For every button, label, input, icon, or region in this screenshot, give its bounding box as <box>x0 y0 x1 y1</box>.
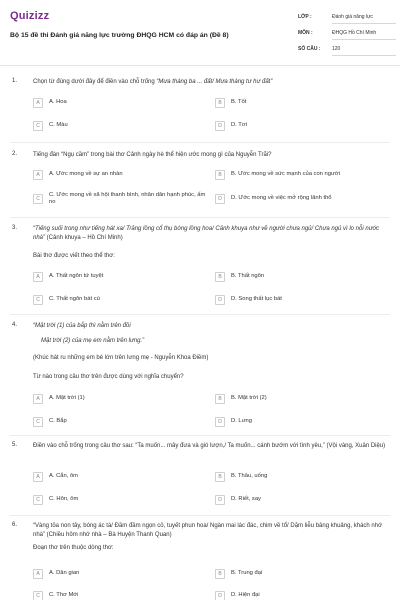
option-letter-box: A <box>33 98 43 108</box>
document-header <box>0 0 400 66</box>
option-letter-box: A <box>33 394 43 404</box>
option-text: C. Bắp <box>49 418 67 425</box>
option-text: A. Dân gian <box>49 570 80 577</box>
question-divider <box>10 314 390 315</box>
question-divider <box>10 217 390 218</box>
question-number: 5. <box>12 442 18 448</box>
option-letter-box: D <box>215 591 225 600</box>
question-prompt: Từ nào trong câu thơ trên được dùng với nghĩa chuyển? <box>33 374 184 380</box>
option-letter-box: C <box>33 591 43 600</box>
meta-key: SỐ CÂU : <box>298 46 321 52</box>
option-text: D. Song thất lục bát <box>231 296 282 303</box>
option-text: B. Tốt <box>231 99 247 106</box>
option-text: C. Ước mong về xã hội thanh bình, nhân dân hạnh phúc, ấm no <box>49 191 206 205</box>
question-number: 6. <box>12 522 18 528</box>
meta-value: ĐHQG Hồ Chí Minh <box>332 30 396 40</box>
option-b[interactable] <box>215 567 395 581</box>
option-letter-box: B <box>215 394 225 404</box>
option-letter-box: B <box>215 472 225 482</box>
option-a[interactable] <box>33 392 213 406</box>
meta-key: LỚP : <box>298 14 312 20</box>
option-a[interactable] <box>33 270 213 284</box>
question-prompt: Đoạn thơ trên thuộc dòng thơ: <box>33 545 114 551</box>
question-text-plain: Chọn từ đúng dưới đây để điền vào chỗ trống <box>33 79 157 85</box>
question-divider <box>10 515 390 516</box>
option-b[interactable] <box>215 96 395 110</box>
question-text: “Vàng tỏa non tây, bóng ác tà/ Đầm đầm ngọn cỏ, tuyết phun hoa/ Ngàn mai lác đác, chim về tổ/ Dặm liễu bâng khuâng, khách nhớ nhà” (Chiều hôm nhớ nhà – Bà Huyện Thanh Quan) <box>33 523 383 538</box>
option-text: A. Hoa <box>49 99 67 106</box>
question-text <box>33 78 388 87</box>
option-text: C. Thất ngôn bát cú <box>49 296 100 303</box>
option-text: B. Ước mong về sức mạnh của con người <box>231 171 340 178</box>
question-text-source: (Cảnh khuya – Hồ Chí Minh) <box>45 235 123 241</box>
option-letter-box: A <box>33 272 43 282</box>
option-letter-box: B <box>215 272 225 282</box>
option-text: A. Thất ngôn tứ tuyệt <box>49 273 104 280</box>
option-text: C. Màu <box>49 122 68 129</box>
option-letter-box: C <box>33 495 43 505</box>
option-letter-box: C <box>33 194 43 204</box>
option-letter-box: A <box>33 472 43 482</box>
option-text: D. Riết, say <box>231 496 261 503</box>
option-c[interactable] <box>33 415 213 429</box>
option-text: A. Cắn, ôm <box>49 473 78 480</box>
option-letter-box: C <box>33 121 43 131</box>
meta-row-count <box>298 46 396 62</box>
option-b[interactable] <box>215 470 395 484</box>
option-text: A. Ước mong về sự an nhàn <box>49 171 123 178</box>
option-c[interactable] <box>33 293 213 307</box>
option-letter-box: B <box>215 569 225 579</box>
option-c[interactable] <box>33 589 213 600</box>
meta-block <box>298 14 396 62</box>
option-text: B. Mặt trời (2) <box>231 395 267 402</box>
option-text: C. Hôn, ôm <box>49 496 79 503</box>
option-text: C. Thơ Mới <box>49 592 79 599</box>
option-d[interactable] <box>215 293 395 307</box>
option-c[interactable] <box>33 189 213 209</box>
option-letter-box: C <box>33 295 43 305</box>
option-a[interactable] <box>33 168 213 182</box>
option-text: D. Lưng <box>231 418 252 425</box>
question-text: Tiếng đàn “Ngụ cầm” trong bài thơ Cảnh ngày hè thể hiện ước mong gì của Nguyễn Trãi? <box>33 152 272 158</box>
option-b[interactable] <box>215 168 395 182</box>
option-letter-box: B <box>215 170 225 180</box>
option-d[interactable] <box>215 415 395 429</box>
option-letter-box: D <box>215 495 225 505</box>
question-number: 3. <box>12 225 18 231</box>
document-title: Bộ 15 đề thi Đánh giá năng lực trường ĐHQG HCM có đáp án (Đề 8) <box>10 32 229 39</box>
option-letter-box: D <box>215 295 225 305</box>
option-letter-box: D <box>215 121 225 131</box>
quizizz-logo: Quizizz <box>10 10 50 22</box>
option-c[interactable] <box>33 493 213 507</box>
option-letter-box: D <box>215 417 225 427</box>
poem-line-2 <box>41 337 388 346</box>
meta-row-class <box>298 14 396 30</box>
meta-value: Đánh giá năng lực <box>332 14 396 24</box>
option-letter-box: D <box>215 194 225 204</box>
poem-line-2-text: Mặt trời (2) của mẹ em nằm trên lưng.” <box>41 338 145 344</box>
poem-source: (Khúc hát ru những em bé lớn trên lưng mẹ - Nguyễn Khoa Điềm) <box>33 355 209 361</box>
option-letter-box: A <box>33 170 43 180</box>
question-text: Điền vào chỗ trống trong câu thơ sau: “Ta muốn... mây đưa và gió lượn,/ Ta muốn... cánh bướm với tình yêu,” (Vội vàng, Xuân Diệu) <box>33 443 386 449</box>
option-text: D. Hiện đại <box>231 592 260 599</box>
option-text: D. Tơi <box>231 122 247 129</box>
option-a[interactable] <box>33 567 213 581</box>
meta-row-subject <box>298 30 396 46</box>
meta-value: 120 <box>332 46 396 56</box>
question-number: 4. <box>12 322 18 328</box>
question-text <box>33 225 388 243</box>
option-d[interactable] <box>215 119 395 133</box>
meta-key: MÔN : <box>298 30 313 36</box>
option-text: A. Mặt trời (1) <box>49 395 85 402</box>
question-divider <box>10 435 390 436</box>
option-d[interactable] <box>215 192 395 206</box>
option-b[interactable] <box>215 392 395 406</box>
option-d[interactable] <box>215 493 395 507</box>
option-text: B. Thất ngôn <box>231 273 265 280</box>
question-number: 2. <box>12 151 18 157</box>
option-letter-box: B <box>215 98 225 108</box>
question-number: 1. <box>12 78 18 84</box>
option-b[interactable] <box>215 270 395 284</box>
option-letter-box: C <box>33 417 43 427</box>
question-prompt: Bài thơ được viết theo thể thơ: <box>33 253 115 259</box>
option-c[interactable] <box>33 119 213 133</box>
option-text: D. Ước mong về việc mở rộng lãnh thổ <box>231 195 332 202</box>
option-a[interactable] <box>33 470 213 484</box>
option-d[interactable] <box>215 589 395 600</box>
poem-line-1: “Mặt trời (1) của bắp thì nằm trên đồi <box>33 323 131 329</box>
option-text: B. Thâu, uống <box>231 473 268 480</box>
question-text-italic: “Mưa tháng ba ... đất/ Mưa tháng tư hư đất” <box>156 79 273 85</box>
question-divider <box>10 142 390 143</box>
option-a[interactable] <box>33 96 213 110</box>
option-text: B. Trung đại <box>231 570 263 577</box>
question-text-italic: “Tiếng suối trong như tiếng hát xa/ Trăng lồng cổ thụ bóng lồng hoa/ Cảnh khuya như vẽ người chưa ngủ/ Chưa ngủ vì lo nỗi nước nhà” <box>33 226 380 241</box>
question-text <box>33 322 388 331</box>
option-letter-box: A <box>33 569 43 579</box>
